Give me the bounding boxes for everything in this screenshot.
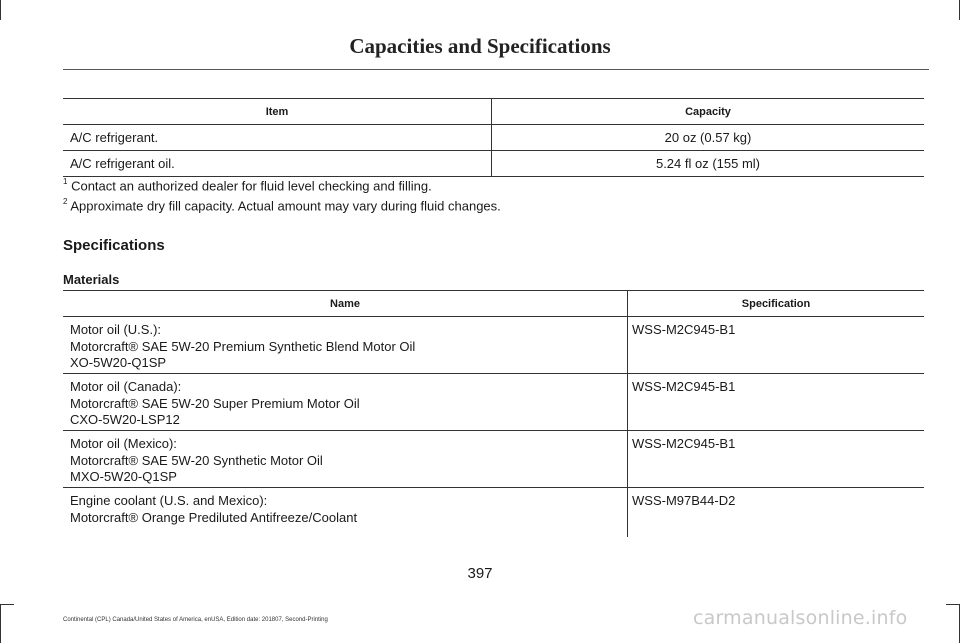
table-row	[63, 125, 924, 151]
name-cell	[63, 431, 628, 488]
item-cell: A/C refrigerant oil.	[63, 151, 492, 177]
materials-table	[63, 290, 924, 537]
name-line: XO-5W20-Q1SP	[70, 355, 167, 370]
crop-mark-bottom-right-h	[946, 604, 960, 605]
crop-mark-bottom-left	[0, 604, 1, 643]
spec-cell: WSS-M2C945-B1	[628, 374, 925, 431]
name-line: Motorcraft® SAE 5W-20 Synthetic Motor Oil	[70, 452, 323, 468]
name-cell	[63, 317, 628, 374]
edition-text: Continental (CPL) Canada/United States of America, enUSA, Edition date: 201807, Second-Printing	[63, 617, 328, 623]
footnote-2	[63, 198, 501, 213]
column-header-name: Name	[63, 291, 628, 317]
column-header-capacity: Capacity	[492, 99, 925, 125]
table-header-row	[63, 291, 924, 317]
name-cell	[63, 374, 628, 431]
capacity-cell: 5.24 fl oz (155 ml)	[492, 151, 925, 177]
item-cell: A/C refrigerant.	[63, 125, 492, 151]
table-row	[63, 431, 924, 488]
name-line: MXO-5W20-Q1SP	[70, 469, 177, 484]
capacity-cell: 20 oz (0.57 kg)	[492, 125, 925, 151]
section-title: Specifications	[63, 237, 165, 254]
name-line: Motorcraft® Orange Prediluted Antifreeze/Coolant	[70, 509, 358, 525]
name-line: Motorcraft® SAE 5W-20 Super Premium Motor Oil	[70, 395, 360, 411]
name-line: Motor oil (Canada):	[70, 379, 182, 394]
title-divider	[63, 69, 929, 70]
spec-cell: WSS-M97B44-D2	[628, 488, 925, 538]
name-line: Motor oil (U.S.):	[70, 322, 162, 337]
watermark: carmanualsonline.info	[693, 607, 908, 629]
footnote-1	[63, 178, 432, 193]
table-header-row	[63, 99, 924, 125]
crop-mark-bottom-left-h	[0, 604, 14, 605]
name-line: CXO-5W20-LSP12	[70, 412, 180, 427]
spec-cell: WSS-M2C945-B1	[628, 431, 925, 488]
footnote-marker: 1	[63, 177, 68, 186]
name-line: Motorcraft® SAE 5W-20 Premium Synthetic Blend Motor Oil	[70, 338, 416, 354]
table-row	[63, 151, 924, 177]
table-row	[63, 317, 924, 374]
footnote-text: Approximate dry fill capacity. Actual amount may vary during fluid changes.	[70, 198, 501, 214]
column-header-specification: Specification	[628, 291, 925, 317]
footnote-marker: 2	[63, 197, 68, 206]
crop-mark-top-left	[0, 0, 1, 20]
table-row	[63, 488, 924, 538]
section-subtitle: Materials	[63, 272, 120, 287]
column-header-item: Item	[63, 99, 492, 125]
table-row	[63, 374, 924, 431]
spec-cell: WSS-M2C945-B1	[628, 317, 925, 374]
capacities-table	[63, 98, 924, 177]
page-number: 397	[467, 565, 493, 582]
name-cell	[63, 488, 628, 538]
name-line: Engine coolant (U.S. and Mexico):	[70, 493, 268, 508]
footnote-text: Contact an authorized dealer for fluid level checking and filling.	[71, 178, 432, 194]
name-line: Motor oil (Mexico):	[70, 436, 177, 451]
page-title: Capacities and Specifications	[349, 34, 611, 58]
